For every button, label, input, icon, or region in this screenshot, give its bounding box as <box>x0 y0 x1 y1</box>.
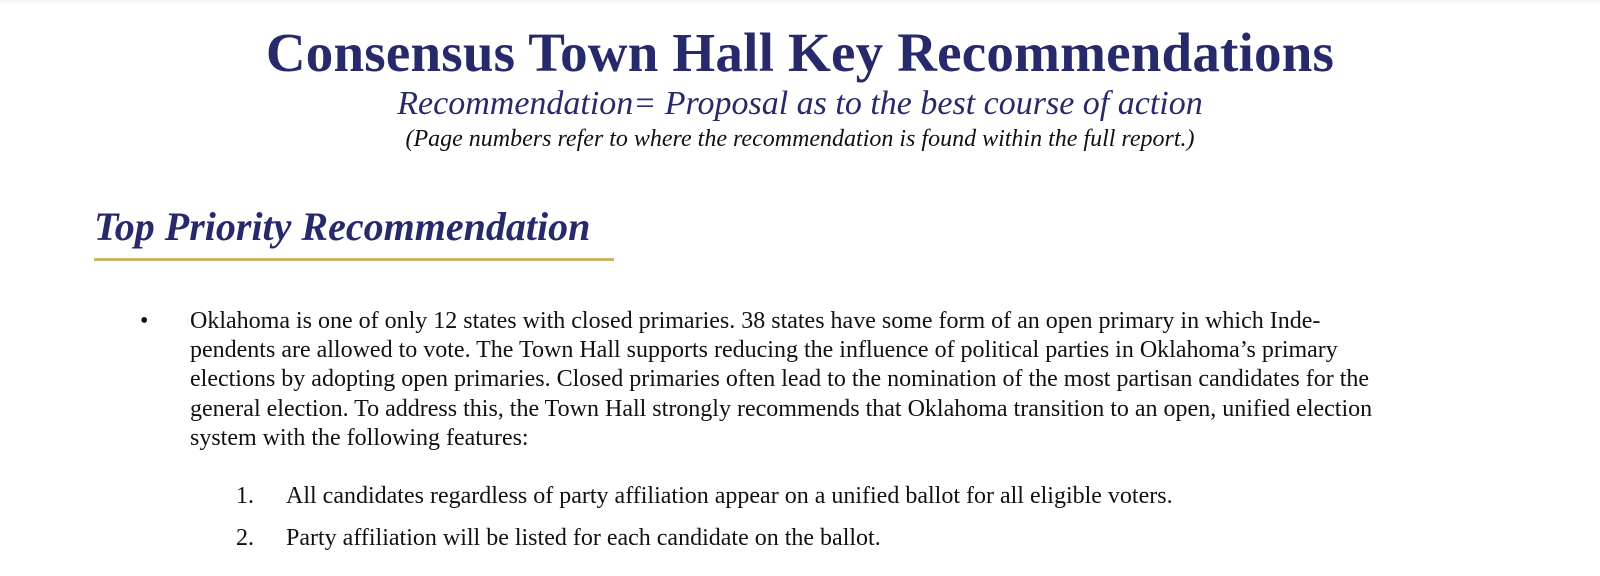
list-item <box>236 523 881 553</box>
document-subtitle: Recommendation= Proposal as to the best course of action <box>397 85 1203 122</box>
document-title: Consensus Town Hall Key Recommendations <box>265 22 1335 83</box>
bullet-line: Oklahoma is one of only 12 states with closed primaries. 38 states have some form of an open primary in which Inde- <box>190 308 1321 334</box>
page-number-note: (Page numbers refer to where the recommendation is found within the full report.) <box>405 126 1195 152</box>
list-item-text: Party affiliation will be listed for each candidate on the ballot. <box>286 525 881 551</box>
bullet-marker: • <box>140 308 149 334</box>
bullet-line: system with the following features: <box>190 424 529 451</box>
section-underline <box>94 258 614 261</box>
list-item-number: 2. <box>236 525 254 551</box>
bullet-line: general election. To address this, the Town Hall strongly recommends that Oklahoma transition to an open, unified election <box>190 395 1373 422</box>
bullet-paragraph <box>190 307 1520 453</box>
section-heading: Top Priority Recommendation <box>94 204 591 249</box>
list-item-text: All candidates regardless of party affiliation appear on a unified ballot for all eligible voters. <box>286 483 1173 509</box>
list-item <box>236 481 1173 511</box>
list-item-number: 1. <box>236 483 254 509</box>
page-top-shadow <box>0 0 1600 4</box>
bullet-line: elections by adopting open primaries. Closed primaries often lead to the nomination of the most partisan candidates for the <box>190 366 1370 393</box>
bullet-line: pendents are allowed to vote. The Town Hall supports reducing the influence of political parties in Oklahoma’s primary <box>190 337 1338 364</box>
